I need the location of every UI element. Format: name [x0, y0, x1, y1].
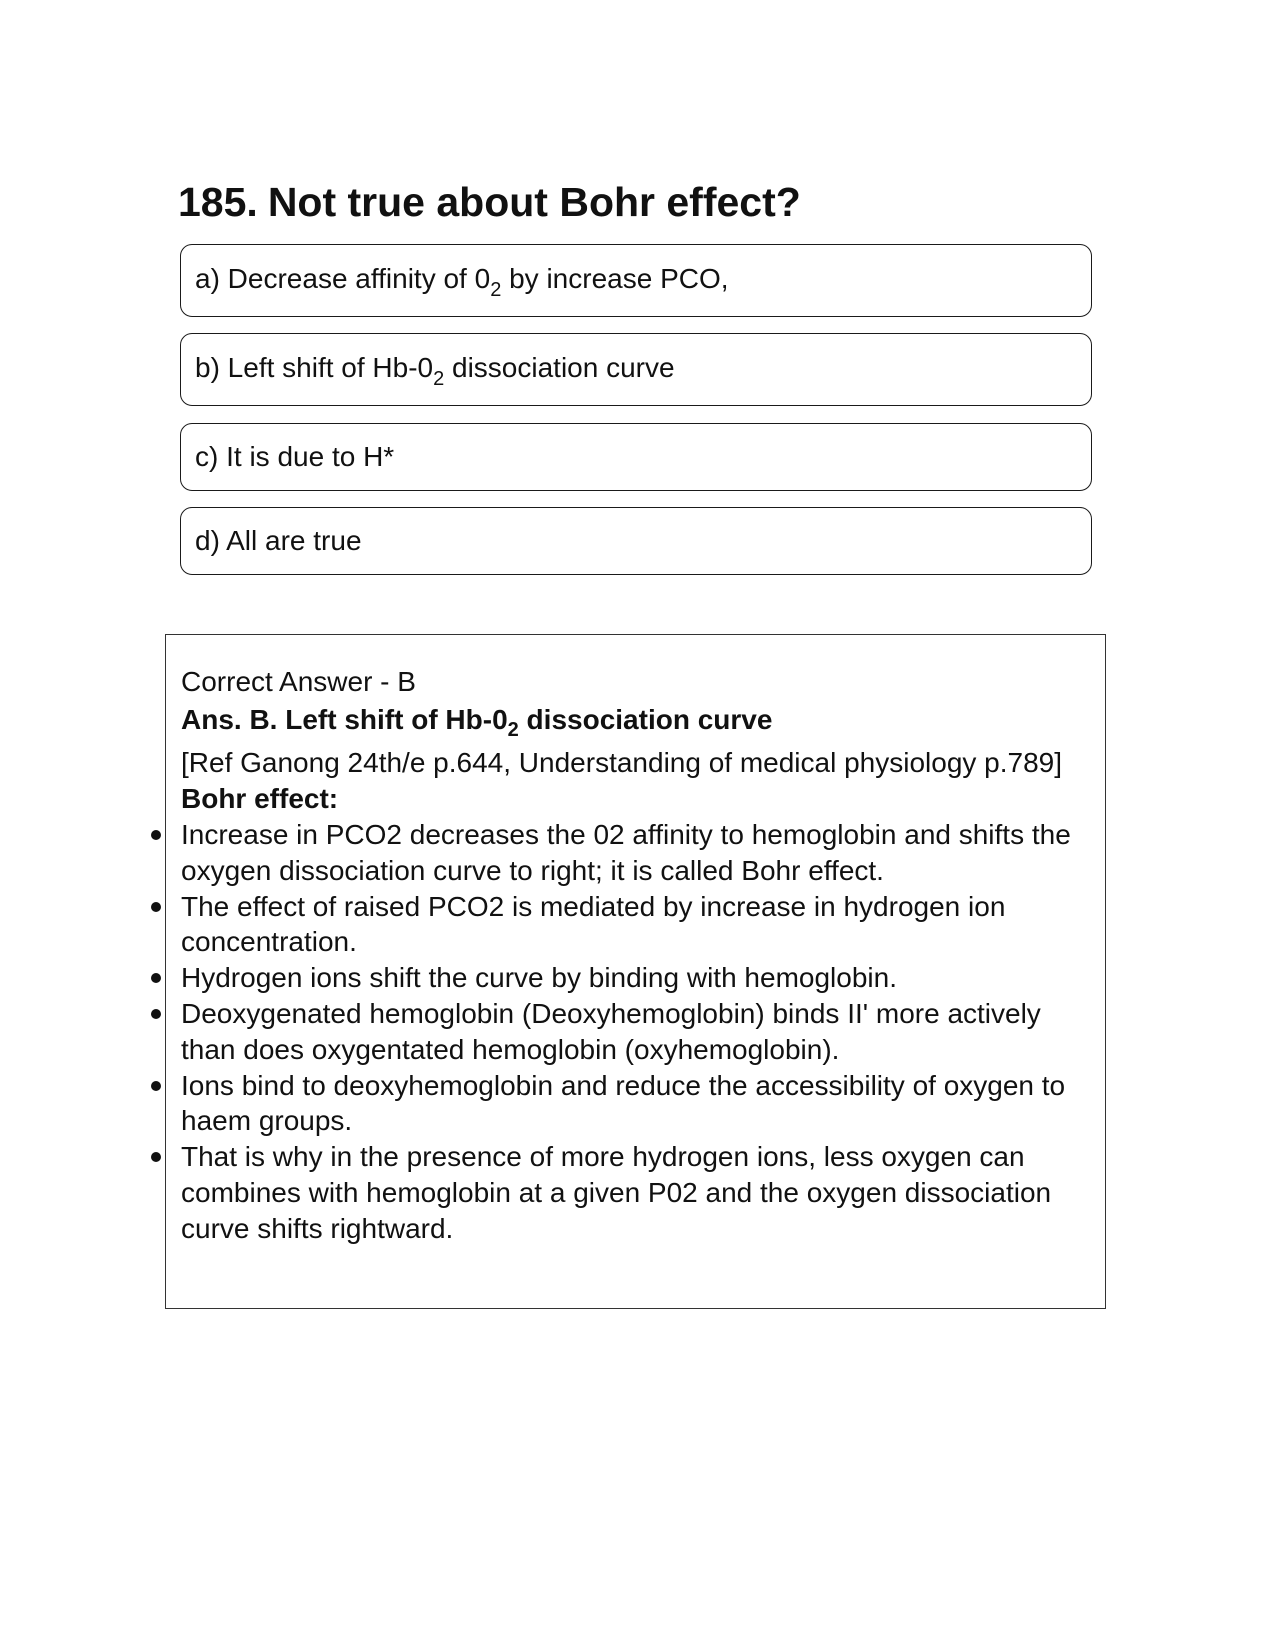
option-d-text: d) All are true — [195, 525, 362, 556]
bullet-dot-icon — [151, 973, 161, 983]
option-c-text: c) It is due to H* — [195, 441, 395, 472]
bullet-dot-icon — [151, 902, 161, 912]
explanation-bullets — [181, 817, 1096, 1247]
option-b-text: b) Left shift of $Hb-0_2$ dissociation curve — [195, 352, 675, 390]
question-text: Not true about Bohr effect? — [267, 179, 801, 225]
option-a[interactable] — [180, 244, 1092, 317]
list-item: The effect of raised PCO2 is mediated by increase in hydrogen ion concentration. — [181, 889, 1096, 961]
option-a-text: a) Decrease affinity of $0_2$ by increase PCO, — [195, 263, 729, 301]
list-item: That is why in the presence of more hydrogen ions, less oxygen can combines with hemoglobin at a given P02 and the oxygen dissociation curve shifts rightward. — [181, 1139, 1096, 1246]
option-b[interactable] — [180, 333, 1092, 406]
bullet-dot-icon — [151, 1081, 161, 1091]
option-c[interactable] — [180, 423, 1092, 491]
bullet-dot-icon — [151, 830, 161, 840]
explanation-content — [181, 664, 1096, 1247]
list-item: Deoxygenated hemoglobin (Deoxyhemoglobin) binds II' more actively than does oxygentated hemoglobin (oxyhemoglobin). — [181, 996, 1096, 1068]
bullet-dot-icon — [151, 1152, 161, 1162]
option-d[interactable] — [180, 507, 1092, 575]
reference-citation: [Ref Ganong 24th/e p.644, Understanding of medical physiology p.789] — [181, 747, 1063, 778]
list-item: Hydrogen ions shift the curve by binding with hemoglobin. — [181, 960, 1096, 996]
list-item: Increase in PCO2 decreases the 02 affinity to hemoglobin and shifts the oxygen dissociation curve to right; it is called Bohr effect. — [181, 817, 1096, 889]
bullet-dot-icon — [151, 1009, 161, 1019]
question-number: 185. — [178, 179, 258, 225]
list-item: Ions bind to deoxyhemoglobin and reduce the accessibility of oxygen to haem groups. — [181, 1068, 1096, 1140]
explanation-heading: Bohr effect: — [181, 783, 339, 814]
answer-statement: Ans. B. Left shift of $Hb-0_2$ dissociation curve — [181, 704, 773, 741]
question-title — [178, 178, 801, 226]
correct-answer-label: Correct Answer - B — [181, 666, 416, 697]
